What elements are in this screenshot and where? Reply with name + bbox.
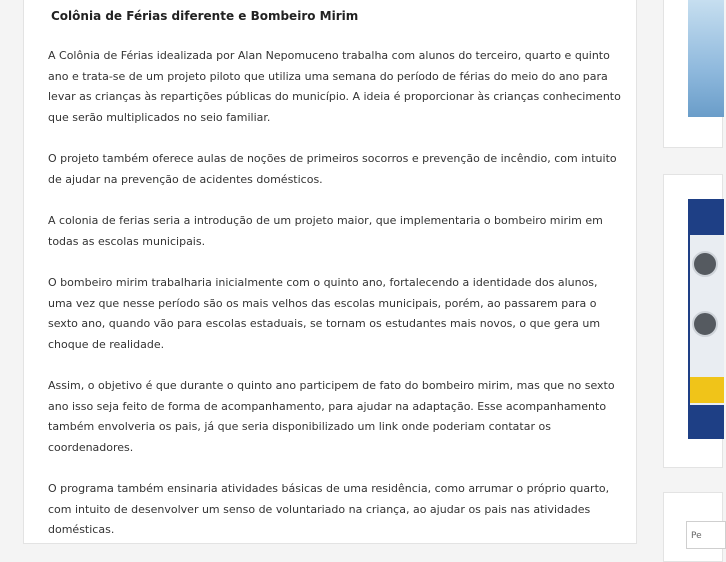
- sidebar-image-card[interactable]: [663, 0, 723, 148]
- sidebar-banner-image[interactable]: [688, 199, 724, 439]
- article-card: [23, 0, 637, 544]
- article-paragraph-6: O programa também ensinaria atividades básicas de uma residência, como arrumar o próprio quarto, com intuito de desenvolver um senso de voluntariado na criança, ao ajudar os pais nas atividades domésticas.: [48, 482, 610, 536]
- article-paragraph-5: Assim, o objetivo é que durante o quinto ano participem de fato do bombeiro mirim, mas que no sexto ano isso seja feito de forma de acompanhamento, para ajudar na adaptação. Esse acompanhamento também envolveria os pais, já que seria disponibilizado um link onde poderiam contatar os coordenadores.: [48, 379, 615, 454]
- article-paragraph-3: A colonia de ferias seria a introdução de um projeto maior, que implementaria o bombeiro mirim em todas as escolas municipais.: [48, 214, 603, 248]
- article-paragraph-2: O projeto também oferece aulas de noções de primeiros socorros e prevenção de incêndio, com intuito de ajudar na prevenção de acidentes domésticos.: [48, 152, 617, 186]
- sidebar-image[interactable]: [688, 0, 724, 117]
- article-title: Colônia de Férias diferente e Bombeiro Mirim: [51, 9, 359, 23]
- banner-yellow-strip: [690, 377, 724, 403]
- search-input[interactable]: Pe: [686, 521, 726, 549]
- banner-portrait-2: [692, 311, 718, 337]
- banner-portrait-1: [692, 251, 718, 277]
- sidebar-search-card: [663, 492, 723, 562]
- sidebar-banner-card[interactable]: [663, 174, 723, 468]
- article-paragraph-1: A Colônia de Férias idealizada por Alan Nepomuceno trabalha com alunos do terceiro, quarto e quinto ano e trata-se de um projeto piloto que utiliza uma semana do período de férias do meio do ano para levar as crianças às repartições públicas do município. A ideia é proporcionar às crianças conhecimento que serão multiplicados no seio familiar.: [48, 49, 621, 124]
- article-paragraph-4: O bombeiro mirim trabalharia inicialmente com o quinto ano, fortalecendo a identidade dos alunos, uma vez que nesse período são os mais velhos das escolas municipais, porém, ao passarem para o sexto ano, quando vão para escolas estaduais, se tornam os estudantes mais novos, o que gera um choque de realidade.: [48, 276, 601, 351]
